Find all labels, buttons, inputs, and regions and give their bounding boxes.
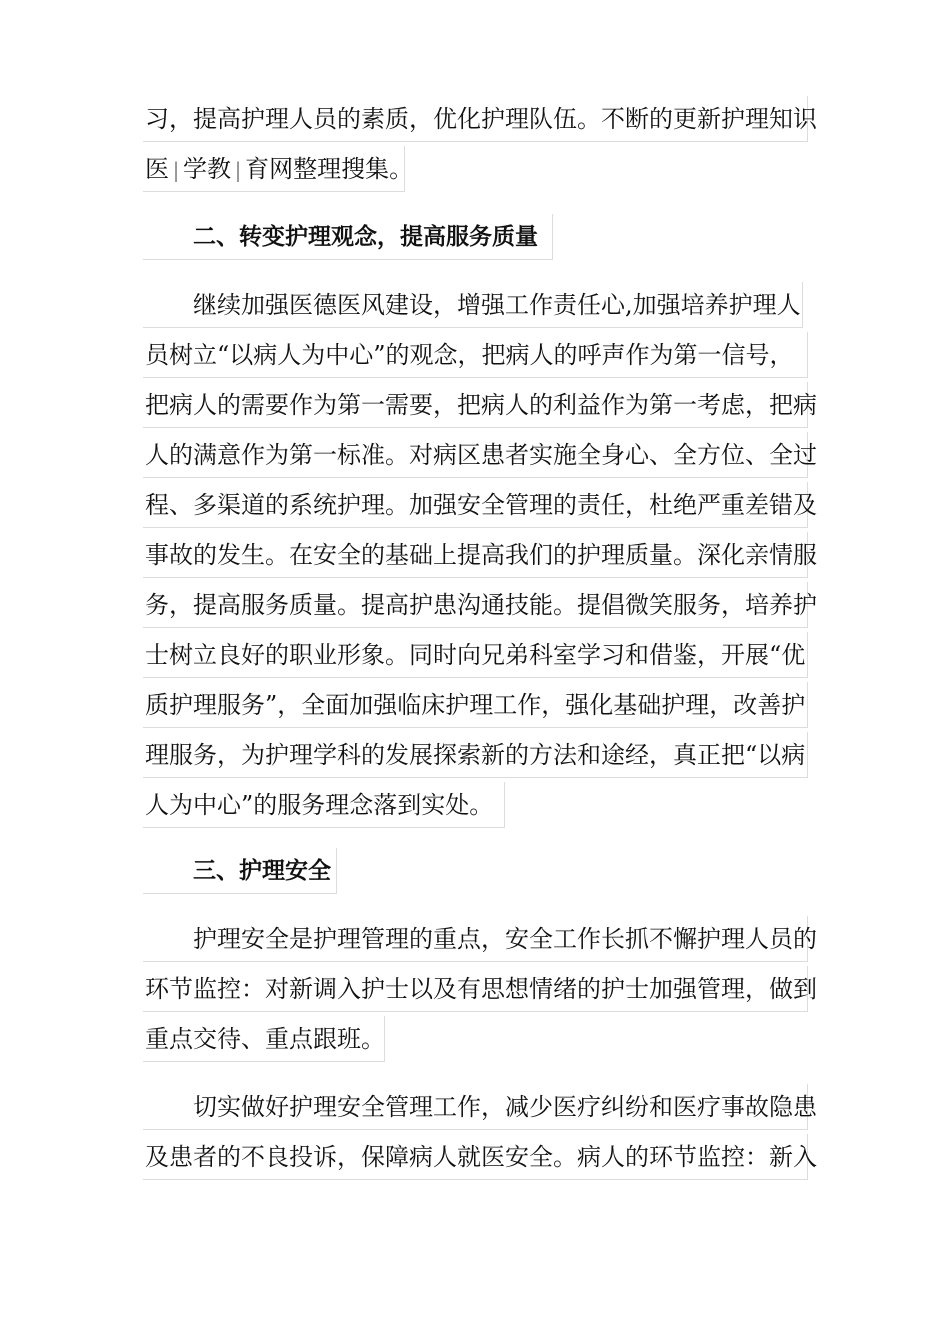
paragraph-line: 把病人的需要作为第一需要，把病人的利益作为第一考虑，把病 <box>143 382 808 428</box>
paragraph-line: 重点交待、重点跟班。 <box>143 1016 385 1062</box>
paragraph-line: 务，提高服务质量。提高护患沟通技能。提倡微笑服务，培养护 <box>143 582 808 628</box>
section-heading: 二、转变护理观念，提高服务质量 <box>143 214 553 260</box>
paragraph-line: 程、多渠道的系统护理。加强安全管理的责任，杜绝严重差错及 <box>143 482 808 528</box>
paragraph-line: 环节监控：对新调入护士以及有思想情绪的护士加强管理，做到 <box>143 966 808 1012</box>
separator-mark: | <box>170 158 183 182</box>
text-fragment: 医 <box>145 155 169 183</box>
paragraph-line: 人为中心”的服务理念落到实处。 <box>143 782 505 828</box>
paragraph-line: 员树立“以病人为中心”的观念，把病人的呼声作为第一信号， <box>143 332 808 378</box>
paragraph-line: 切实做好护理安全管理工作，减少医疗纠纷和医疗事故隐患 <box>143 1084 808 1130</box>
text-fragment: 学教 <box>183 155 232 183</box>
separator-mark: | <box>232 158 245 182</box>
paragraph-line <box>143 146 414 192</box>
paragraph-line: 质护理服务”，全面加强临床护理工作，强化基础护理，改善护 <box>143 682 808 728</box>
paragraph-line: 事故的发生。在安全的基础上提高我们的护理质量。深化亲情服 <box>143 532 808 578</box>
paragraph-line: 习，提高护理人员的素质，优化护理队伍。不断的更新护理知识 <box>143 96 808 142</box>
paragraph-line: 人的满意作为第一标准。对病区患者实施全身心、全方位、全过 <box>143 432 808 478</box>
paragraph-line: 士树立良好的职业形象。同时向兄弟科室学习和借鉴，开展“优 <box>143 632 808 678</box>
text-fragment: 育网整理搜集。 <box>245 155 414 183</box>
paragraph-line: 护理安全是护理管理的重点，安全工作长抓不懈护理人员的 <box>143 916 808 962</box>
paragraph-line: 理服务，为护理学科的发展探索新的方法和途经，真正把“以病 <box>143 732 808 778</box>
paragraph-line: 及患者的不良投诉，保障病人就医安全。病人的环节监控：新入 <box>143 1134 808 1180</box>
section-heading: 三、护理安全 <box>143 848 337 894</box>
paragraph-line: 继续加强医德医风建设，增强工作责任心,加强培养护理人 <box>143 282 803 328</box>
